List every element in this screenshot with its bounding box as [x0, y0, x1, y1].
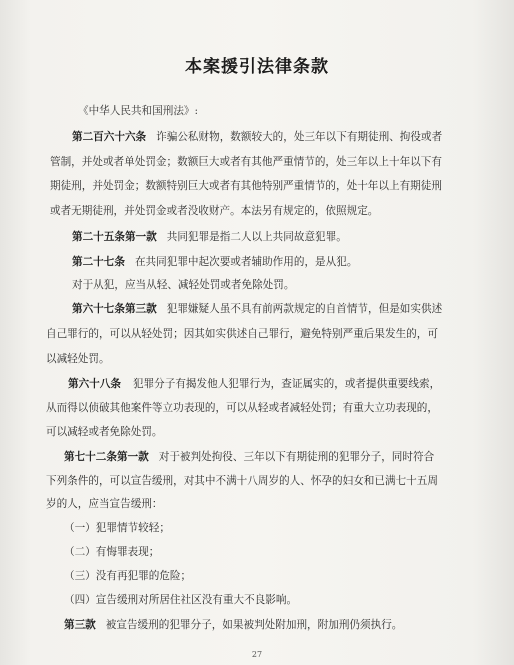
article-266: [72, 130, 442, 144]
article-266-heading: 第二百六十六条: [72, 131, 147, 143]
article-67-heading: 第六十七条第三款: [72, 303, 157, 315]
article-72-heading: 第七十二条第一款: [64, 451, 149, 463]
document-title: 本案援引法律条款: [185, 57, 329, 77]
article-25: [72, 230, 347, 244]
article-68-heading: 第六十八条: [68, 378, 121, 390]
article-67-line-3: 以减轻处罚。: [46, 353, 110, 365]
article-72-condition-1: （一）犯罪情节较轻；: [64, 522, 170, 534]
page-number: 27: [251, 650, 263, 659]
article-72-line-3: 岁的人，应当宣告缓刑：: [46, 498, 163, 510]
article-27-line-1: 在共同犯罪中起次要或者辅助作用的，是从犯。: [134, 256, 358, 268]
article-72-line-1: 对于被判处拘役、三年以下有期徒刑的犯罪分子，同时符合: [158, 451, 435, 463]
article-25-heading: 第二十五条第一款: [72, 231, 157, 243]
article-72-condition-3: （三）没有再犯罪的危险；: [64, 570, 192, 582]
article-27-line-2: 对于从犯，应当从轻、减轻处罚或者免除处罚。: [72, 279, 295, 291]
article-68-line-1: 犯罪分子有揭发他人犯罪行为，查证属实的，或者提供重要线索，: [132, 378, 441, 390]
article-72: [64, 450, 434, 464]
article-72-line-2: 下列条件的，可以宣告缓刑，对其中不满十八周岁的人、怀孕的妇女和已满七十五周: [46, 475, 438, 487]
article-266-line-1: 诈骗公私财物，数额较大的，处三年以下有期徒刑、拘役或者: [156, 131, 443, 143]
article-27-heading: 第二十七条: [72, 256, 125, 268]
article-68-line-2: 从而得以侦破其他案件等立功表现的，可以从轻或者减轻处罚；有重大立功表现的，: [46, 402, 438, 414]
article-266-line-3: 期徒刑，并处罚金；数额特别巨大或者有其他特别严重情节的，处十年以上有期徒刑: [50, 180, 442, 192]
article-68: [68, 377, 440, 391]
article-72-para-3-line-1: 被宣告缓刑的犯罪分子，如果被判处附加刑，附加刑仍须执行。: [105, 619, 403, 631]
article-67-line-2: 自己罪行的，可以从轻处罚；因其如实供述自己罪行，避免特别严重后果发生的，可: [46, 328, 438, 340]
article-27: [72, 255, 357, 269]
article-266-line-2: 管制，并处或者单处罚金；数额巨大或者有其他严重情节的，处三年以上十年以下有: [50, 156, 442, 168]
article-67-line-1: 犯罪嫌疑人虽不具有前两款规定的自首情节，但是如实供述: [166, 303, 443, 315]
law-name: 《中华人民共和国刑法》:: [78, 105, 199, 117]
article-67: [72, 302, 442, 316]
article-72-para-3-heading: 第三款: [64, 619, 96, 631]
article-68-line-3: 可以减轻或者免除处罚。: [46, 426, 163, 438]
article-72-condition-2: （二）有悔罪表现；: [64, 546, 160, 558]
article-72-para-3: [64, 618, 402, 632]
article-25-line-1: 共同犯罪是指二人以上共同故意犯罪。: [166, 231, 347, 243]
article-72-condition-4: （四）宣告缓刑对所居住社区没有重大不良影响。: [64, 594, 298, 606]
article-266-line-4: 或者无期徒刑，并处罚金或者没收财产。本法另有规定的，依照规定。: [50, 205, 379, 217]
